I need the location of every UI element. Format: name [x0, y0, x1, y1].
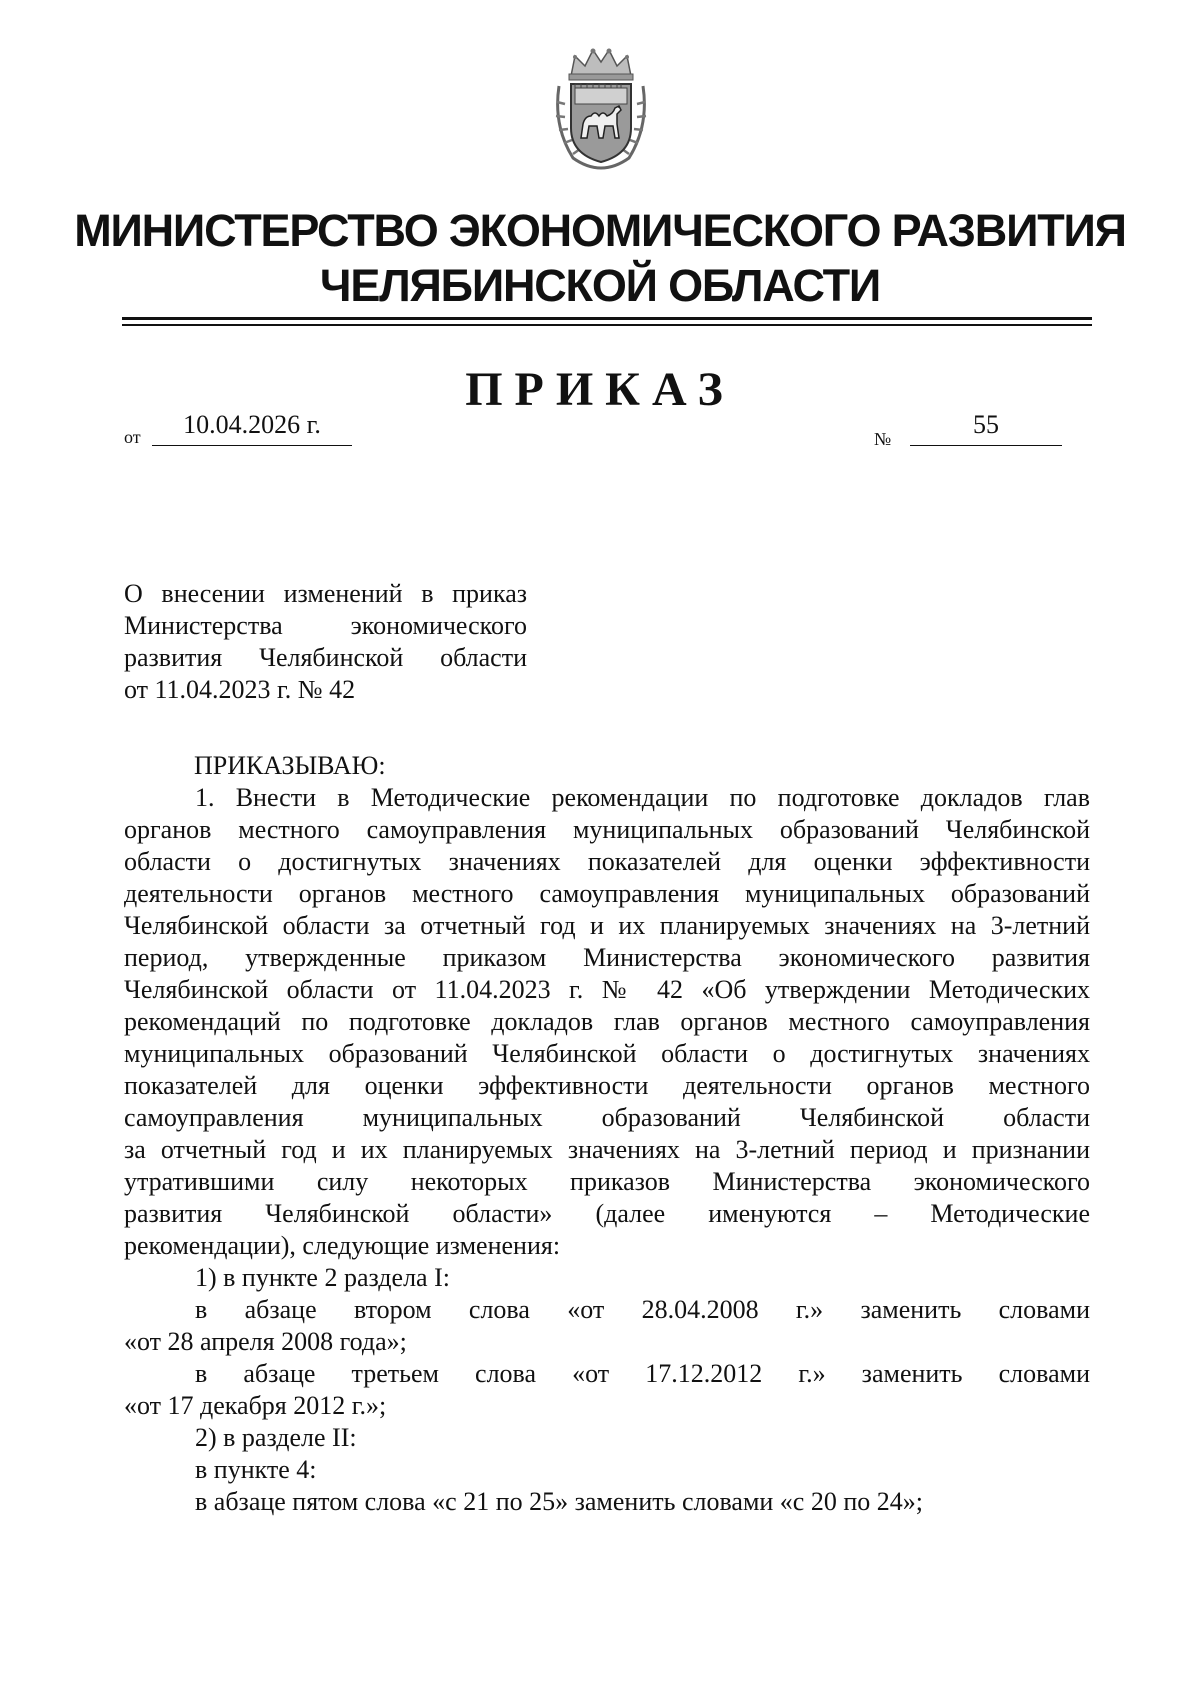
- item1-line: деятельности органов местного самоуправления муниципальных образований: [124, 879, 1090, 908]
- header-rule-thick: [122, 317, 1092, 320]
- subject-line: О внесении изменений в приказ: [124, 579, 527, 608]
- item1-line: муниципальных образований Челябинской области о достигнутых значениях: [124, 1039, 1090, 1068]
- subitem-1: 1) в пункте 2 раздела I:: [195, 1263, 450, 1292]
- date-underline: [152, 445, 352, 446]
- item1-line: период, утвержденные приказом Министерства экономического развития: [124, 943, 1090, 972]
- subitem-1b-line1: в абзаце третьем слова «от 17.12.2012 г.» заменить словами: [195, 1359, 1090, 1388]
- subitem-2-paragraph: в абзаце пятом слова «с 21 по 25» заменить словами «с 20 по 24»;: [195, 1487, 923, 1516]
- item1-line: Челябинской области от 11.04.2023 г. № 42 «Об утверждении Методических: [124, 975, 1090, 1004]
- item1-line: органов местного самоуправления муниципальных образований Челябинской: [124, 815, 1090, 844]
- subject-line: от 11.04.2023 г. № 42: [124, 675, 356, 704]
- number-label: №: [874, 429, 892, 449]
- order-word: ПРИКАЗЫВАЮ:: [194, 751, 386, 780]
- item1-line: утратившими силу некоторых приказов Министерства экономического: [124, 1167, 1090, 1196]
- item1-line: Челябинской области за отчетный год и их планируемых значениях на 3-летний: [124, 911, 1090, 940]
- subitem-2: 2) в разделе II:: [195, 1423, 357, 1452]
- subject-line: Министерства экономического: [124, 611, 527, 640]
- item1-line: области о достигнутых значениях показателей для оценки эффективности: [124, 847, 1090, 876]
- subitem-2-point: в пункте 4:: [195, 1455, 317, 1484]
- item1-line: развития Челябинской области» (далее именуются – Методические: [124, 1199, 1090, 1228]
- item1-line: рекомендации), следующие изменения:: [124, 1231, 561, 1260]
- item1-line: показателей для оценки эффективности деятельности органов местного: [124, 1071, 1090, 1100]
- ministry-title-line2: ЧЕЛЯБИНСКОЙ ОБЛАСТИ: [319, 260, 881, 311]
- number-value: 55: [973, 410, 999, 439]
- order-body: [124, 750, 1090, 1518]
- document-type-title: ПРИКАЗ: [465, 363, 735, 416]
- subitem-1a-line1: в абзаце втором слова «от 28.04.2008 г.» заменить словами: [195, 1295, 1090, 1324]
- subject-line: развития Челябинской области: [124, 643, 527, 672]
- number-underline: [910, 445, 1062, 446]
- chelyabinsk-coat-of-arms-icon: [553, 46, 649, 170]
- header-rule-thin: [122, 324, 1092, 326]
- order-subject: [124, 578, 527, 706]
- date-value: 10.04.2026 г.: [183, 410, 321, 439]
- item1-line: самоуправления муниципальных образований Челябинской области: [124, 1103, 1090, 1132]
- item1-line: 1. Внести в Методические рекомендации по подготовке докладов глав: [195, 783, 1090, 812]
- date-label: от: [124, 427, 141, 447]
- item1-line: рекомендаций по подготовке докладов глав органов местного самоуправления: [124, 1007, 1090, 1036]
- subitem-1b-line2: «от 17 декабря 2012 г.»;: [124, 1391, 387, 1420]
- subitem-1a-line2: «от 28 апреля 2008 года»;: [124, 1327, 407, 1356]
- ministry-title-line1: МИНИСТЕРСТВО ЭКОНОМИЧЕСКОГО РАЗВИТИЯ: [74, 205, 1126, 256]
- item1-line: за отчетный год и их планируемых значениях на 3-летний период и признании: [124, 1135, 1090, 1164]
